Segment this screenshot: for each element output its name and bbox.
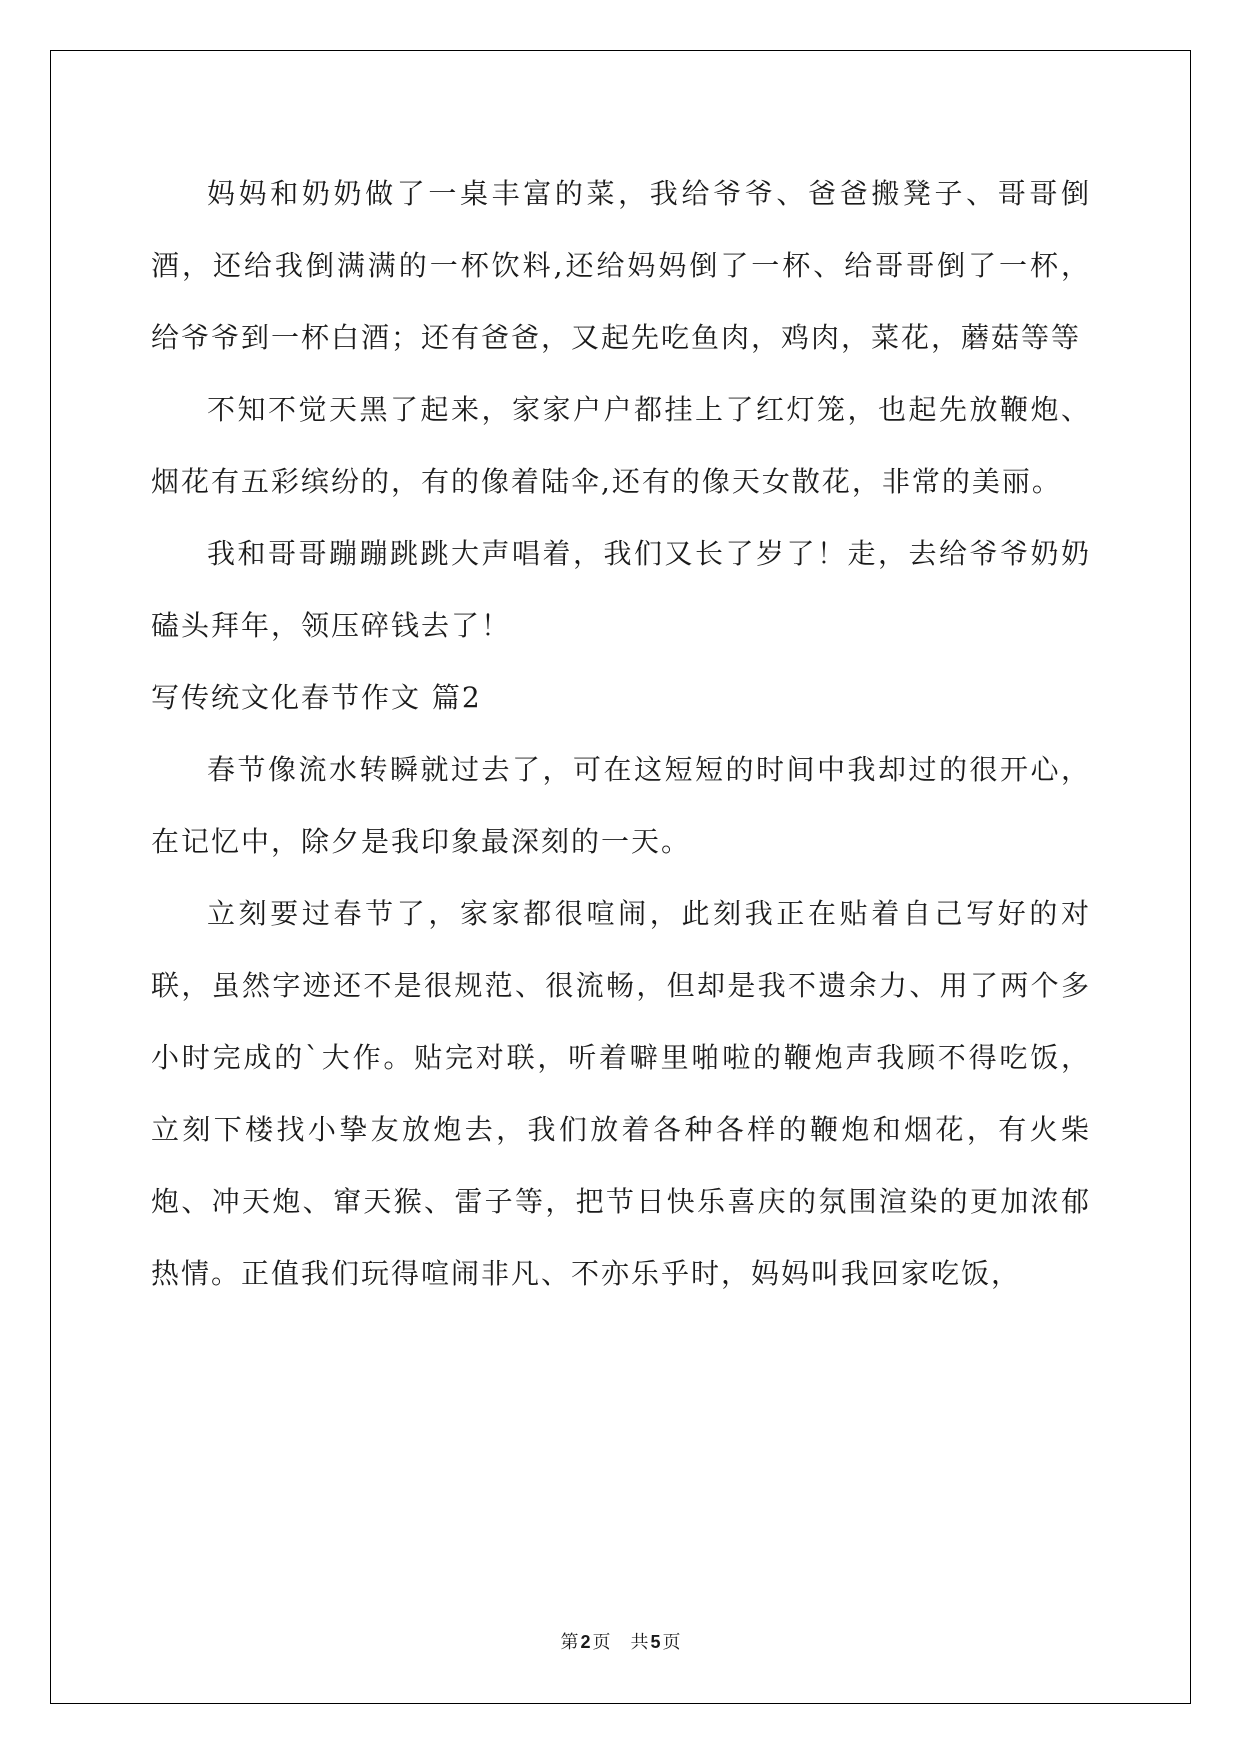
section-heading: 写传统文化春节作文 篇2 <box>151 681 482 714</box>
paragraph-2: 不知不觉天黑了起来，家家户户都挂上了红灯笼，也起先放鞭炮、烟花有五彩缤纷的，有的像着陆伞,还有的像天女散花，非常的美丽。 <box>151 393 1091 498</box>
page-footer <box>0 1628 1241 1654</box>
paragraph-1: 妈妈和奶奶做了一桌丰富的菜，我给爷爷、爸爸搬凳子、哥哥倒酒，还给我倒满满的一杯饮料,还给妈妈倒了一杯、给哥哥倒了一杯，给爷爷到一杯白酒；还有爸爸，又起先吃鱼肉，鸡肉，菜花，蘑菇等等 <box>151 177 1091 354</box>
paragraph-5: 立刻要过春节了，家家都很喧闹，此刻我正在贴着自己写好的对联，虽然字迹还不是很规范、很流畅，但却是我不遗余力、用了两个多小时完成的`大作。贴完对联，听着噼里啪啦的鞭炮声我顾不得吃饭，立刻下楼找小挚友放炮去，我们放着各种各样的鞭炮和烟花，有火柴炮、冲天炮、窜天猴、雷子等，把节日快乐喜庆的氛围渲染的更加浓郁热情。正值我们玩得喧闹非凡、不亦乐乎时，妈妈叫我回家吃饭， <box>151 897 1091 1290</box>
paragraph-3: 我和哥哥蹦蹦跳跳大声唱着，我们又长了岁了！走，去给爷爷奶奶磕头拜年，领压碎钱去了！ <box>151 537 1091 642</box>
total-pages: 5 <box>650 1632 661 1652</box>
paragraph-4: 春节像流水转瞬就过去了，可在这短短的时间中我却过的很开心，在记忆中，除夕是我印象最深刻的一天。 <box>151 753 1091 858</box>
document-body <box>151 158 1091 1310</box>
page-suffix: 页 <box>592 1632 611 1653</box>
page-number: 2 <box>580 1632 591 1652</box>
total-suffix: 页 <box>662 1632 681 1653</box>
page-prefix: 第 <box>560 1632 579 1653</box>
total-prefix: 共 <box>630 1632 649 1653</box>
